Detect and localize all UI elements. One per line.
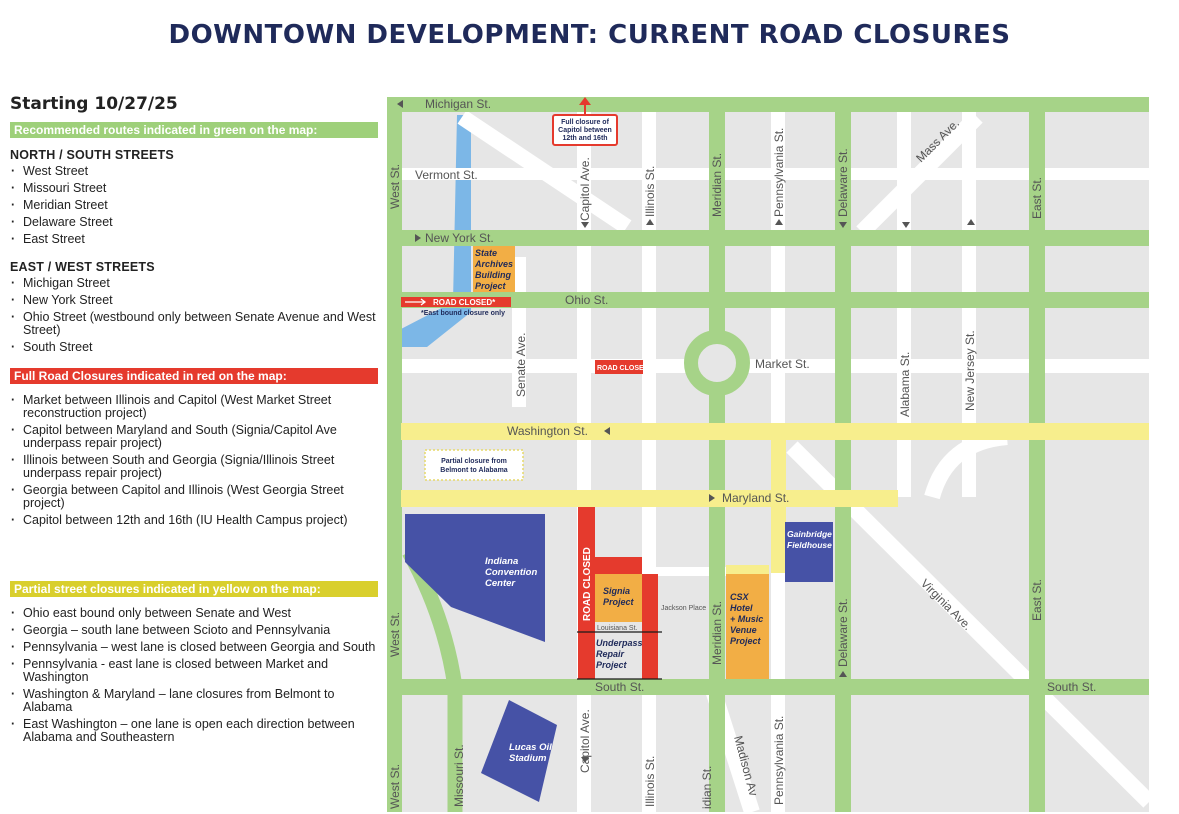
pennsylvania-partial-south xyxy=(771,507,786,573)
convention-label-3: Center xyxy=(485,578,516,589)
list-item: · Ohio Street (westbound only between Senate Avenue and West Street) xyxy=(10,311,378,337)
list-item: · Market between Illinois and Capitol (West Market Street reconstruction project) xyxy=(10,394,378,420)
partial-closure-callout xyxy=(425,450,523,480)
illinois-bottom-label: Illinois St. xyxy=(643,755,657,807)
csx-label-1: CSX xyxy=(730,592,749,602)
pennsylvania-top-label: Pennsylvania St. xyxy=(772,127,786,217)
virginia-ave-label: Virginia Ave. xyxy=(917,576,975,633)
ohio-road-closed-label: ROAD CLOSED* xyxy=(433,298,496,307)
west-top-label: West St. xyxy=(388,163,402,209)
list-item: · Michigan Street xyxy=(10,277,378,290)
list-item: · Capitol between Maryland and South (Signia/Capitol Ave underpass repair project) xyxy=(10,424,378,450)
convention-label-2: Convention xyxy=(485,567,538,578)
list-item: · South Street xyxy=(10,341,378,354)
full-closures-list xyxy=(10,394,378,527)
capitol-note xyxy=(558,119,612,142)
list-item: · Meridian Street xyxy=(10,199,378,212)
underpass-label-2: Repair xyxy=(596,649,625,659)
pennsylvania-bottom-label: Pennsylvania St. xyxy=(772,715,786,805)
csx-label-5: Project xyxy=(730,636,761,646)
csx-label-3: + Music xyxy=(730,614,764,624)
louisiana-label: Louisiana St. xyxy=(597,625,638,632)
meridian-mid-label: Meridian St. xyxy=(710,600,724,665)
archives-label-3: Building xyxy=(475,270,511,280)
gainbridge-label-2: Fieldhouse xyxy=(787,540,832,550)
list-item: · Capitol between 12th and 16th (IU Health Campus project) xyxy=(10,514,378,527)
csx-strip xyxy=(726,565,769,574)
archives-label-2: Archives xyxy=(475,259,514,269)
new-jersey-label: New Jersey St. xyxy=(963,330,977,411)
madison-label: Madison Av xyxy=(731,734,761,798)
east-top-label: East St. xyxy=(1030,176,1044,219)
delaware-mid-label: Delaware St. xyxy=(836,598,850,667)
capitol-top-label: Capitol Ave. xyxy=(578,157,592,221)
capitol-bottom-label: Capitol Ave. xyxy=(578,709,592,773)
north-south-list xyxy=(10,165,378,246)
ohio-label: Ohio St. xyxy=(565,293,609,307)
underpass-label-1: Underpass xyxy=(596,638,643,648)
list-item: · Georgia – south lane between Scioto and Pennsylvania xyxy=(10,624,378,637)
meridian-top-label: Meridian St. xyxy=(710,152,724,217)
list-item: · Georgia between Capitol and Illinois (West Georgia Street project) xyxy=(10,484,378,510)
list-item: · East Washington – one lane is open each direction between Alabama and Southeastern xyxy=(10,718,378,744)
partial-closures-list xyxy=(10,607,378,744)
illinois-top-label: Illinois St. xyxy=(643,165,657,217)
archives-label-4: Project xyxy=(475,281,506,291)
start-date: Starting 10/27/25 xyxy=(10,94,178,114)
list-item: · Pennsylvania - east lane is closed between Market and Washington xyxy=(10,658,378,684)
capitol-note-line-1: Full closure of xyxy=(561,119,609,126)
signia-label-2: Project xyxy=(603,597,634,607)
south-label: South St. xyxy=(595,680,645,694)
convention-label-1: Indiana xyxy=(485,556,519,567)
east-mid-label: East St. xyxy=(1030,578,1044,621)
vermont-label: Vermont St. xyxy=(415,168,478,182)
illinois-closure xyxy=(642,574,658,679)
partial-note-line-2: Belmont to Alabama xyxy=(440,467,508,474)
gainbridge-label-1: Gainbridge xyxy=(787,529,832,539)
csx-label-4: Venue xyxy=(730,625,757,635)
north-south-heading: NORTH / SOUTH STREETS xyxy=(10,148,174,162)
market-label: Market St. xyxy=(755,357,810,371)
missouri-label: Missouri St. xyxy=(452,744,466,807)
monument-circle xyxy=(691,337,743,389)
capitol-note-line-2: Capitol between xyxy=(558,127,612,134)
west-bottom-label: West St. xyxy=(388,763,402,809)
mass-ave-label: Mass Ave. xyxy=(913,116,963,166)
capitol-note-line-3: 12th and 16th xyxy=(562,135,608,142)
signia-label-1: Signia xyxy=(603,586,631,596)
maryland-label: Maryland St. xyxy=(722,491,790,505)
list-item: · Pennsylvania – west lane is closed between Georgia and South xyxy=(10,641,378,654)
list-item: · East Street xyxy=(10,233,378,246)
meridian-bottom-label: idian St. xyxy=(700,765,714,809)
partial-closures-banner: Partial street closures indicated in yellow on the map: xyxy=(10,581,378,597)
michigan-label: Michigan St. xyxy=(425,97,492,111)
archives-label-1: State xyxy=(475,248,498,258)
list-item: · Delaware Street xyxy=(10,216,378,229)
new-york-label: New York St. xyxy=(425,231,494,245)
west-mid-label: West St. xyxy=(388,611,402,657)
underpass-label-3: Project xyxy=(596,660,627,670)
list-item: · West Street xyxy=(10,165,378,178)
list-item: · New York Street xyxy=(10,294,378,307)
list-item: · Illinois between South and Georgia (Signia/Illinois Street underpass repair project) xyxy=(10,454,378,480)
list-item: · Missouri Street xyxy=(10,182,378,195)
market-road-closed-label: ROAD CLOSED xyxy=(597,365,649,372)
ohio-note-label: *East bound closure only xyxy=(421,310,506,317)
map-canvas xyxy=(387,97,1149,812)
delaware-top-label: Delaware St. xyxy=(836,148,850,217)
lucas-label-2: Stadium xyxy=(509,753,547,764)
pennsylvania-partial xyxy=(771,440,786,490)
lucas-label-1: Lucas Oil xyxy=(509,742,552,753)
capitol-road-closed-label: ROAD CLOSED xyxy=(582,547,593,621)
washington-label: Washington St. xyxy=(507,424,588,438)
south-east-label: South St. xyxy=(1047,680,1097,694)
jackson-label: Jackson Place xyxy=(661,605,707,612)
legend-panel xyxy=(10,94,378,748)
csx-label-2: Hotel xyxy=(730,603,753,613)
alabama-label: Alabama St. xyxy=(898,351,912,417)
list-item: · Washington & Maryland – lane closures from Belmont to Alabama xyxy=(10,688,378,714)
road-closure-map[interactable] xyxy=(387,97,1149,812)
recommended-routes-banner: Recommended routes indicated in green on the map: xyxy=(10,122,378,138)
page-title: DOWNTOWN DEVELOPMENT: CURRENT ROAD CLOSURES xyxy=(168,20,1011,50)
list-item: · Ohio east bound only between Senate and West xyxy=(10,607,378,620)
east-west-heading: EAST / WEST STREETS xyxy=(10,260,155,274)
partial-note-line-1: Partial closure from xyxy=(441,458,507,465)
maryland-partial xyxy=(401,490,898,507)
east-west-list xyxy=(10,277,378,354)
full-closures-banner: Full Road Closures indicated in red on the map: xyxy=(10,368,378,384)
georgia-closure xyxy=(595,557,642,574)
senate-label: Senate Ave. xyxy=(514,332,528,397)
